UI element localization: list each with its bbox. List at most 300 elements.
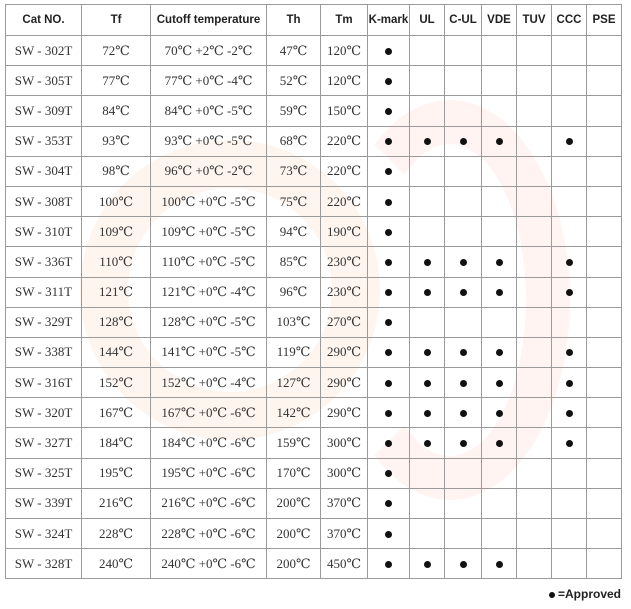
approval-cell xyxy=(410,217,445,247)
cat-no-cell: SW - 320T xyxy=(6,398,82,428)
table-row xyxy=(6,96,622,126)
table-row xyxy=(6,66,622,96)
table-row xyxy=(6,519,622,549)
approval-cell xyxy=(368,126,410,156)
table-row xyxy=(6,428,622,458)
col-header: C-UL xyxy=(445,5,482,36)
legend xyxy=(549,587,621,601)
approved-dot-icon xyxy=(385,380,392,387)
approved-dot-icon xyxy=(460,561,467,568)
cat-no-cell: SW - 311T xyxy=(6,277,82,307)
legend-label: =Approved xyxy=(557,587,621,601)
approval-cell xyxy=(368,247,410,277)
cat-no-cell: SW - 304T xyxy=(6,156,82,186)
th-cell: 142℃ xyxy=(267,398,321,428)
approval-cell xyxy=(587,36,622,66)
approval-cell xyxy=(410,186,445,216)
cutoff-cell: 216℃ +0℃ -6℃ xyxy=(151,488,267,518)
approval-cell xyxy=(410,428,445,458)
col-header: Cat NO. xyxy=(6,5,82,36)
approval-cell xyxy=(368,428,410,458)
approval-cell xyxy=(368,156,410,186)
approval-cell xyxy=(410,66,445,96)
approval-cell xyxy=(517,398,552,428)
approval-cell xyxy=(410,549,445,579)
approved-dot-icon xyxy=(496,138,503,145)
approval-cell xyxy=(587,186,622,216)
th-cell: 103℃ xyxy=(267,307,321,337)
approved-dot-icon xyxy=(385,349,392,356)
approved-dot-icon xyxy=(566,410,573,417)
cutoff-cell: 100℃ +0℃ -5℃ xyxy=(151,186,267,216)
table-row xyxy=(6,217,622,247)
approval-cell xyxy=(410,519,445,549)
approval-cell xyxy=(482,398,517,428)
approval-cell xyxy=(368,96,410,126)
approval-cell xyxy=(517,307,552,337)
tm-cell: 290℃ xyxy=(321,337,368,367)
approval-cell xyxy=(587,337,622,367)
approved-dot-icon xyxy=(385,319,392,326)
cat-no-cell: SW - 310T xyxy=(6,217,82,247)
approval-cell xyxy=(517,549,552,579)
approval-cell xyxy=(552,398,587,428)
cat-no-cell: SW - 336T xyxy=(6,247,82,277)
tf-cell: 72℃ xyxy=(82,36,151,66)
col-header: Cutoff temperature xyxy=(151,5,267,36)
approval-cell xyxy=(368,368,410,398)
tm-cell: 270℃ xyxy=(321,307,368,337)
tm-cell: 220℃ xyxy=(321,126,368,156)
cat-no-cell: SW - 329T xyxy=(6,307,82,337)
col-header: PSE xyxy=(587,5,622,36)
cutoff-cell: 167℃ +0℃ -6℃ xyxy=(151,398,267,428)
approval-cell xyxy=(552,126,587,156)
approval-cell xyxy=(445,488,482,518)
approved-dot-icon xyxy=(424,440,431,447)
approval-cell xyxy=(552,307,587,337)
approval-cell xyxy=(517,156,552,186)
table-row xyxy=(6,488,622,518)
approval-cell xyxy=(587,428,622,458)
approval-cell xyxy=(482,549,517,579)
approval-cell xyxy=(410,156,445,186)
approval-cell xyxy=(410,398,445,428)
approval-cell xyxy=(587,156,622,186)
th-cell: 73℃ xyxy=(267,156,321,186)
approval-cell xyxy=(517,126,552,156)
cutoff-cell: 121℃ +0℃ -4℃ xyxy=(151,277,267,307)
tf-cell: 93℃ xyxy=(82,126,151,156)
tf-cell: 98℃ xyxy=(82,156,151,186)
approved-dot-icon xyxy=(385,289,392,296)
approval-cell xyxy=(410,368,445,398)
approval-cell xyxy=(552,66,587,96)
cutoff-cell: 152℃ +0℃ -4℃ xyxy=(151,368,267,398)
th-cell: 85℃ xyxy=(267,247,321,277)
approval-cell xyxy=(552,458,587,488)
approval-cell xyxy=(517,458,552,488)
approved-dot-icon xyxy=(496,289,503,296)
approval-cell xyxy=(482,126,517,156)
approval-cell xyxy=(482,458,517,488)
cutoff-cell: 184℃ +0℃ -6℃ xyxy=(151,428,267,458)
table-row xyxy=(6,156,622,186)
approval-cell xyxy=(587,126,622,156)
approved-dot-icon xyxy=(460,380,467,387)
tf-cell: 228℃ xyxy=(82,519,151,549)
approval-cell xyxy=(368,458,410,488)
cutoff-cell: 240℃ +0℃ -6℃ xyxy=(151,549,267,579)
approved-dot-icon xyxy=(460,349,467,356)
approved-dot-icon xyxy=(385,229,392,236)
approved-dot-icon xyxy=(496,259,503,266)
approved-dot-icon xyxy=(460,289,467,296)
approval-cell xyxy=(482,36,517,66)
approved-dot-icon xyxy=(460,410,467,417)
table-row xyxy=(6,368,622,398)
approved-dot-icon xyxy=(424,259,431,266)
approval-cell xyxy=(410,247,445,277)
tm-cell: 120℃ xyxy=(321,66,368,96)
tm-cell: 230℃ xyxy=(321,277,368,307)
approval-cell xyxy=(552,549,587,579)
tm-cell: 290℃ xyxy=(321,368,368,398)
tm-cell: 300℃ xyxy=(321,428,368,458)
approval-cell xyxy=(587,458,622,488)
cutoff-cell: 110℃ +0℃ -5℃ xyxy=(151,247,267,277)
approval-cell xyxy=(587,66,622,96)
table-row xyxy=(6,307,622,337)
approved-dot-icon xyxy=(496,561,503,568)
approval-cell xyxy=(552,368,587,398)
approval-cell xyxy=(445,307,482,337)
approval-cell xyxy=(368,277,410,307)
col-header: Tm xyxy=(321,5,368,36)
approval-cell xyxy=(368,398,410,428)
approved-dot-icon xyxy=(424,289,431,296)
approval-cell xyxy=(482,217,517,247)
approval-cell xyxy=(517,277,552,307)
approval-cell xyxy=(517,428,552,458)
approval-cell xyxy=(552,186,587,216)
approval-cell xyxy=(482,156,517,186)
table-body xyxy=(6,36,622,579)
approval-cell xyxy=(587,96,622,126)
th-cell: 200℃ xyxy=(267,488,321,518)
approval-cell xyxy=(517,36,552,66)
approval-cell xyxy=(445,519,482,549)
th-cell: 47℃ xyxy=(267,36,321,66)
tm-cell: 450℃ xyxy=(321,549,368,579)
approval-cell xyxy=(445,217,482,247)
col-header: TUV xyxy=(517,5,552,36)
approved-dot-icon xyxy=(566,138,573,145)
tf-cell: 167℃ xyxy=(82,398,151,428)
cat-no-cell: SW - 324T xyxy=(6,519,82,549)
approved-dot-icon xyxy=(385,500,392,507)
th-cell: 94℃ xyxy=(267,217,321,247)
cutoff-cell: 77℃ +0℃ -4℃ xyxy=(151,66,267,96)
approval-cell xyxy=(445,458,482,488)
cat-no-cell: SW - 353T xyxy=(6,126,82,156)
approved-dot-icon xyxy=(385,78,392,85)
approved-dot-icon xyxy=(385,440,392,447)
approved-dot-icon xyxy=(424,138,431,145)
col-header: Th xyxy=(267,5,321,36)
approval-cell xyxy=(445,247,482,277)
approval-cell xyxy=(517,247,552,277)
tm-cell: 220℃ xyxy=(321,156,368,186)
approval-cell xyxy=(482,186,517,216)
col-header: CCC xyxy=(552,5,587,36)
approval-cell xyxy=(517,368,552,398)
approval-cell xyxy=(368,549,410,579)
approval-cell xyxy=(368,186,410,216)
th-cell: 52℃ xyxy=(267,66,321,96)
approval-cell xyxy=(587,549,622,579)
approval-cell xyxy=(552,337,587,367)
table-row xyxy=(6,398,622,428)
approved-dot-icon xyxy=(566,289,573,296)
approval-cell xyxy=(445,337,482,367)
tf-cell: 128℃ xyxy=(82,307,151,337)
tm-cell: 370℃ xyxy=(321,519,368,549)
approval-cell xyxy=(410,126,445,156)
th-cell: 75℃ xyxy=(267,186,321,216)
col-header: Tf xyxy=(82,5,151,36)
approval-cell xyxy=(482,307,517,337)
approval-cell xyxy=(368,66,410,96)
tm-cell: 190℃ xyxy=(321,217,368,247)
approval-cell xyxy=(368,307,410,337)
approval-cell xyxy=(445,126,482,156)
tf-cell: 216℃ xyxy=(82,488,151,518)
approval-cell xyxy=(445,428,482,458)
approval-cell xyxy=(587,368,622,398)
approval-cell xyxy=(410,277,445,307)
tf-cell: 109℃ xyxy=(82,217,151,247)
tf-cell: 77℃ xyxy=(82,66,151,96)
approval-cell xyxy=(445,277,482,307)
approved-dot-icon xyxy=(424,380,431,387)
tf-cell: 110℃ xyxy=(82,247,151,277)
tf-cell: 121℃ xyxy=(82,277,151,307)
cat-no-cell: SW - 338T xyxy=(6,337,82,367)
approval-cell xyxy=(552,247,587,277)
approval-cell xyxy=(482,337,517,367)
approval-cell xyxy=(368,488,410,518)
th-cell: 59℃ xyxy=(267,96,321,126)
approved-dot-icon xyxy=(496,410,503,417)
approval-cell xyxy=(482,488,517,518)
cutoff-cell: 70℃ +2℃ -2℃ xyxy=(151,36,267,66)
col-header: VDE xyxy=(482,5,517,36)
approval-cell xyxy=(517,488,552,518)
approval-cell xyxy=(410,488,445,518)
approval-cell xyxy=(517,186,552,216)
table-row xyxy=(6,186,622,216)
tf-cell: 195℃ xyxy=(82,458,151,488)
approval-cell xyxy=(587,277,622,307)
approval-cell xyxy=(482,519,517,549)
approved-dot-icon xyxy=(424,410,431,417)
approved-dot-icon xyxy=(385,48,392,55)
table-row xyxy=(6,337,622,367)
approval-cell xyxy=(410,458,445,488)
approval-cell xyxy=(445,156,482,186)
approval-cell xyxy=(552,156,587,186)
approval-cell xyxy=(482,368,517,398)
approval-cell xyxy=(552,36,587,66)
approval-cell xyxy=(587,247,622,277)
cutoff-cell: 128℃ +0℃ -5℃ xyxy=(151,307,267,337)
approved-dot-icon xyxy=(385,531,392,538)
th-cell: 96℃ xyxy=(267,277,321,307)
th-cell: 200℃ xyxy=(267,549,321,579)
tm-cell: 230℃ xyxy=(321,247,368,277)
approval-cell xyxy=(587,519,622,549)
cat-no-cell: SW - 302T xyxy=(6,36,82,66)
tm-cell: 300℃ xyxy=(321,458,368,488)
cutoff-cell: 84℃ +0℃ -5℃ xyxy=(151,96,267,126)
table-row xyxy=(6,277,622,307)
table-row xyxy=(6,126,622,156)
approved-dot-icon xyxy=(566,440,573,447)
approved-dot-icon xyxy=(385,168,392,175)
approved-dot-icon xyxy=(424,349,431,356)
header-row xyxy=(6,5,622,36)
approval-cell xyxy=(517,337,552,367)
approval-cell xyxy=(410,307,445,337)
tm-cell: 150℃ xyxy=(321,96,368,126)
approval-cell xyxy=(482,428,517,458)
col-header: UL xyxy=(410,5,445,36)
cat-no-cell: SW - 328T xyxy=(6,549,82,579)
approval-cell xyxy=(517,217,552,247)
approved-dot-icon xyxy=(385,259,392,266)
approved-dot-icon xyxy=(460,259,467,266)
approved-dot-icon xyxy=(566,349,573,356)
cat-no-cell: SW - 325T xyxy=(6,458,82,488)
th-cell: 200℃ xyxy=(267,519,321,549)
approval-cell xyxy=(517,96,552,126)
cutoff-cell: 109℃ +0℃ -5℃ xyxy=(151,217,267,247)
th-cell: 170℃ xyxy=(267,458,321,488)
approved-dot-icon xyxy=(424,561,431,568)
approval-cell xyxy=(587,217,622,247)
approval-cell xyxy=(482,247,517,277)
spec-table xyxy=(5,4,622,579)
cat-no-cell: SW - 309T xyxy=(6,96,82,126)
tf-cell: 240℃ xyxy=(82,549,151,579)
approval-cell xyxy=(410,337,445,367)
table-row xyxy=(6,247,622,277)
approval-cell xyxy=(445,186,482,216)
tm-cell: 120℃ xyxy=(321,36,368,66)
th-cell: 68℃ xyxy=(267,126,321,156)
approved-dot-icon xyxy=(385,199,392,206)
approved-dot-icon xyxy=(566,259,573,266)
cutoff-cell: 96℃ +0℃ -2℃ xyxy=(151,156,267,186)
cutoff-cell: 195℃ +0℃ -6℃ xyxy=(151,458,267,488)
approval-cell xyxy=(482,66,517,96)
tm-cell: 290℃ xyxy=(321,398,368,428)
approval-cell xyxy=(517,66,552,96)
tm-cell: 370℃ xyxy=(321,488,368,518)
approved-dot-icon xyxy=(385,470,392,477)
tf-cell: 152℃ xyxy=(82,368,151,398)
approval-cell xyxy=(445,549,482,579)
cutoff-cell: 141℃ +0℃ -5℃ xyxy=(151,337,267,367)
approval-cell xyxy=(445,398,482,428)
tf-cell: 144℃ xyxy=(82,337,151,367)
approval-cell xyxy=(445,368,482,398)
cutoff-cell: 93℃ +0℃ -5℃ xyxy=(151,126,267,156)
table-row xyxy=(6,549,622,579)
approval-cell xyxy=(552,428,587,458)
th-cell: 119℃ xyxy=(267,337,321,367)
approved-dot-icon xyxy=(496,380,503,387)
approval-cell xyxy=(368,36,410,66)
approval-cell xyxy=(552,519,587,549)
th-cell: 127℃ xyxy=(267,368,321,398)
approved-dot-icon xyxy=(385,410,392,417)
cat-no-cell: SW - 308T xyxy=(6,186,82,216)
approval-cell xyxy=(410,96,445,126)
th-cell: 159℃ xyxy=(267,428,321,458)
approval-cell xyxy=(482,277,517,307)
approval-cell xyxy=(445,36,482,66)
tm-cell: 220℃ xyxy=(321,186,368,216)
approved-dot-icon xyxy=(385,138,392,145)
approval-cell xyxy=(517,519,552,549)
approval-cell xyxy=(587,488,622,518)
tf-cell: 100℃ xyxy=(82,186,151,216)
approval-cell xyxy=(587,307,622,337)
approved-dot-icon xyxy=(385,561,392,568)
approved-dot-icon xyxy=(566,380,573,387)
approval-cell xyxy=(368,519,410,549)
approval-cell xyxy=(552,217,587,247)
tf-cell: 184℃ xyxy=(82,428,151,458)
approved-dot-icon xyxy=(549,592,555,598)
approval-cell xyxy=(552,488,587,518)
approved-dot-icon xyxy=(496,349,503,356)
approval-cell xyxy=(482,96,517,126)
approval-cell xyxy=(368,217,410,247)
approved-dot-icon xyxy=(496,440,503,447)
cat-no-cell: SW - 339T xyxy=(6,488,82,518)
approval-cell xyxy=(410,36,445,66)
approval-cell xyxy=(587,398,622,428)
cat-no-cell: SW - 327T xyxy=(6,428,82,458)
approved-dot-icon xyxy=(385,108,392,115)
approval-cell xyxy=(445,96,482,126)
table-row xyxy=(6,36,622,66)
tf-cell: 84℃ xyxy=(82,96,151,126)
approved-dot-icon xyxy=(460,138,467,145)
approval-cell xyxy=(552,277,587,307)
cat-no-cell: SW - 305T xyxy=(6,66,82,96)
cutoff-cell: 228℃ +0℃ -6℃ xyxy=(151,519,267,549)
approval-cell xyxy=(445,66,482,96)
approval-cell xyxy=(368,337,410,367)
cat-no-cell: SW - 316T xyxy=(6,368,82,398)
approval-cell xyxy=(552,96,587,126)
col-header: K-mark xyxy=(368,5,410,36)
approved-dot-icon xyxy=(460,440,467,447)
